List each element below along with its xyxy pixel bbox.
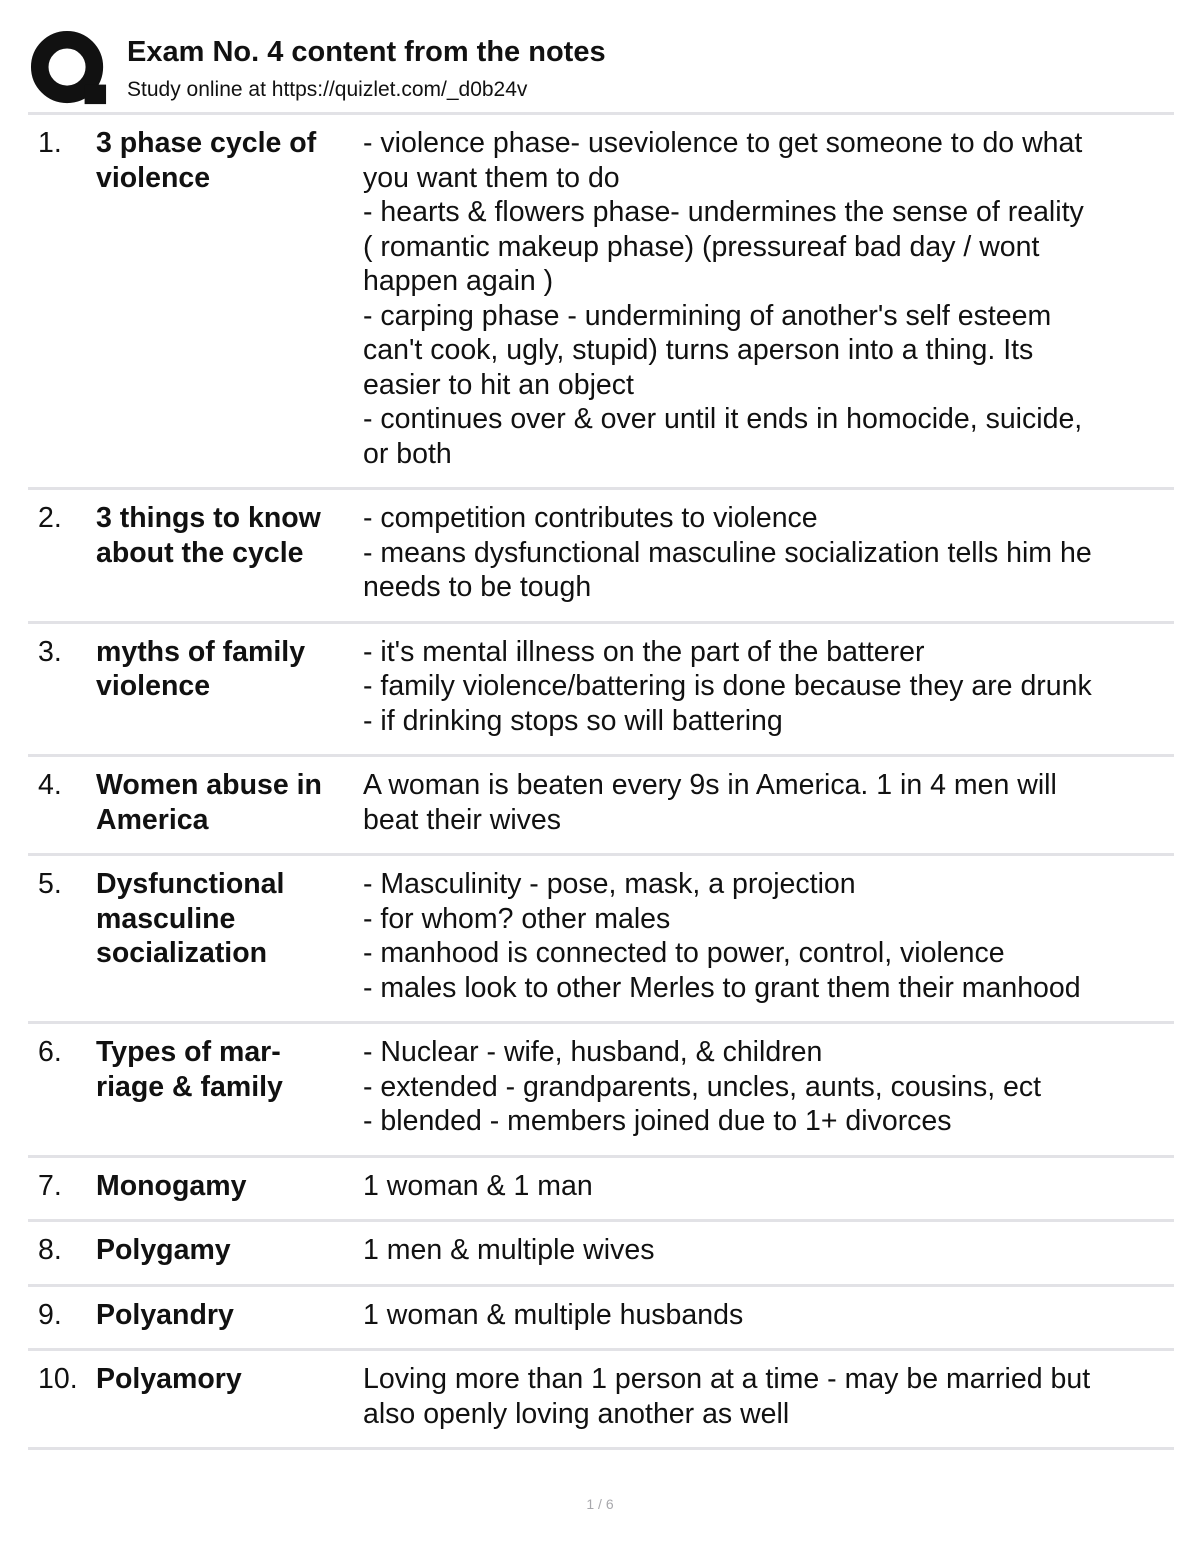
card-number: 1.	[38, 127, 62, 159]
card-definition: - violence phase- useviolence to get someone to do what you want them to do - hearts & flowers phase- undermines the sense of reality ( romantic makeup phase) (pressureaf bad day / wont happen again ) - carping phase - undermining of another's self esteem can't cook, ugly, stupid) turns aperson into a thing. Its easier to hit an object - continues over & over until it ends in homocide, suicide, or both	[363, 127, 1084, 470]
flashcard-row	[28, 1351, 1174, 1450]
card-definition: A woman is beaten every 9s in America. 1 in 4 men will beat their wives	[363, 769, 1057, 836]
card-definition: - Nuclear - wife, husband, & children - extended - grandparents, uncles, aunts, cousins, ect - blended - members joined due to 1+ divorces	[363, 1036, 1042, 1137]
page-number: 1 / 6	[586, 1496, 614, 1512]
card-definition: 1 woman & multiple husbands	[363, 1298, 744, 1331]
card-number: 3.	[38, 635, 62, 668]
card-number: 10.	[38, 1363, 78, 1395]
card-term: myths of family violence	[96, 635, 306, 702]
card-definition: Loving more than 1 person at a time - may be married but also openly loving another as well	[363, 1363, 1091, 1430]
flashcard-row	[28, 856, 1174, 1024]
flashcard-list	[28, 115, 1174, 1450]
card-number: 8.	[38, 1234, 62, 1266]
flashcard-row	[28, 757, 1174, 856]
page-header	[28, 30, 1174, 112]
card-definition: - competition contributes to violence - means dysfunctional masculine socialization tells him he needs to be tough	[363, 502, 1092, 603]
flashcard-row	[28, 1222, 1174, 1287]
flashcard-row	[28, 1024, 1174, 1158]
card-number: 2.	[38, 502, 62, 534]
card-number: 7.	[38, 1169, 62, 1202]
page-title: Exam No. 4 content from the notes	[127, 36, 606, 68]
card-term: Polygamy	[96, 1234, 231, 1266]
flashcard-row	[28, 1287, 1174, 1352]
card-definition: - Masculinity - pose, mask, a projection - for whom? other males - manhood is connected to power, control, violence - males look to other Merles to grant them their manhood	[363, 868, 1081, 1004]
card-definition: - it's mental illness on the part of the batterer - family violence/battering is done because they are drunk - if drinking stops so will battering	[363, 635, 1092, 737]
card-number: 6.	[38, 1036, 62, 1068]
card-term: Monogamy	[96, 1169, 247, 1202]
quizlet-q-logo-icon	[30, 30, 108, 108]
card-number: 4.	[38, 769, 62, 801]
card-term: Types of mar- riage & family	[96, 1036, 283, 1103]
card-term: Polyamory	[96, 1363, 242, 1395]
flashcard-row	[28, 490, 1174, 624]
card-number: 9.	[38, 1298, 62, 1331]
card-term: 3 things to know about the cycle	[96, 502, 321, 569]
card-number: 5.	[38, 868, 62, 900]
flashcard-row	[28, 1158, 1174, 1223]
card-definition: 1 woman & 1 man	[363, 1169, 593, 1202]
card-definition: 1 men & multiple wives	[363, 1234, 655, 1266]
card-term: Polyandry	[96, 1298, 234, 1331]
flashcard-row	[28, 115, 1174, 490]
card-term: Dysfunctional masculine socialization	[96, 868, 285, 969]
card-term: 3 phase cycle of violence	[96, 127, 317, 194]
card-term: Women abuse in America	[96, 769, 322, 836]
study-online-link[interactable]: Study online at https://quizlet.com/_d0b24v	[127, 78, 528, 101]
flashcard-row	[28, 624, 1174, 758]
